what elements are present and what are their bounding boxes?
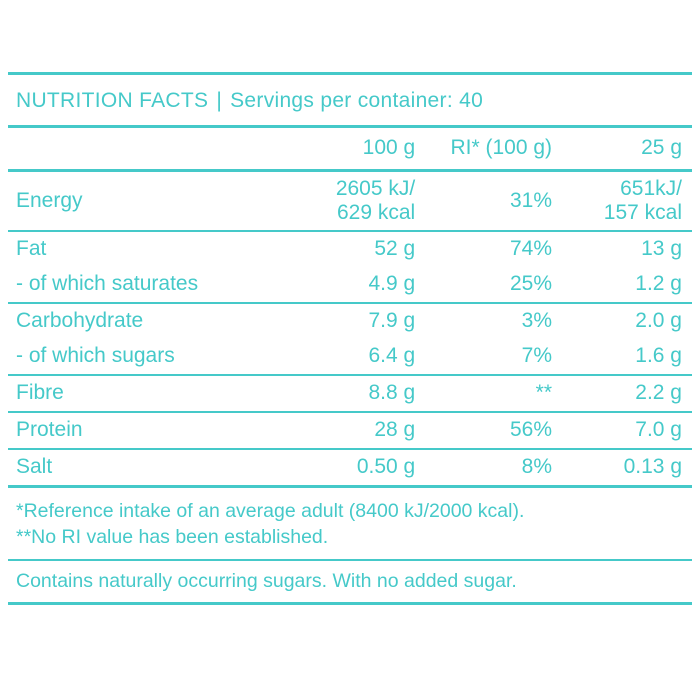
value-ri: 56% (425, 412, 562, 449)
table-row (8, 449, 692, 485)
value-100g: 0.50 g (282, 449, 426, 485)
value-ri: 25% (509, 272, 553, 296)
value-25g: 13 g (562, 231, 692, 267)
value-100g: 7.9 g (282, 303, 426, 339)
value-25g: 1.2 g (635, 272, 682, 296)
footnote-no-ri-value: **No RI value has been established. (16, 526, 329, 549)
value-ri: 8% (425, 449, 562, 485)
value-25g-line2: 157 kcal (603, 200, 682, 224)
value-ri: 74% (425, 231, 562, 267)
panel-bottom-rule (8, 602, 692, 605)
panel-header (8, 75, 692, 125)
value-ri: 31% (425, 171, 562, 232)
value-100g (282, 171, 426, 232)
value-25g: 7.0 g (562, 412, 692, 449)
table-row (8, 339, 692, 375)
sugar-claim: Contains naturally occurring sugars. With no added sugar. (16, 569, 517, 592)
nutrient-name: Energy (8, 171, 282, 232)
value-100g: 28 g (282, 412, 426, 449)
value-ri: 3% (425, 303, 562, 339)
value-25g (562, 171, 692, 232)
value-ri: ** (425, 375, 562, 412)
nutrient-name: Fibre (8, 375, 282, 412)
nutrient-name: - of which saturates (16, 272, 199, 296)
value-100g-line2: 629 kcal (337, 200, 416, 224)
value-100g: 52 g (282, 231, 426, 267)
table-row (8, 375, 692, 412)
column-header-nutrient (8, 128, 282, 171)
value-100g: 6.4 g (368, 344, 416, 368)
value-25g-line1: 651kJ/ (620, 177, 682, 200)
servings-per-container: Servings per container: 40 (230, 89, 484, 112)
nutrient-name: Salt (8, 449, 282, 485)
value-100g-line1: 2605 kJ/ (335, 177, 416, 200)
footnote-reference-intake: *Reference intake of an average adult (8400 kJ/2000 kcal). (16, 500, 525, 523)
value-25g: 1.6 g (635, 344, 682, 368)
value-100g: 8.8 g (282, 375, 426, 412)
table-row (8, 303, 692, 339)
footnotes (8, 488, 692, 559)
nutrient-name: Fat (8, 231, 282, 267)
column-header-25g: 25 g (641, 136, 682, 159)
table-row (8, 171, 692, 232)
nutrition-facts-panel (0, 72, 700, 605)
nutrient-name: - of which sugars (16, 344, 175, 368)
column-header-100g: 100 g (362, 136, 416, 159)
nutrient-name: Carbohydrate (8, 303, 282, 339)
table-row (8, 412, 692, 449)
value-100g: 4.9 g (368, 272, 416, 296)
value-ri: 7% (521, 344, 553, 368)
value-25g: 2.0 g (562, 303, 692, 339)
table-header-row (8, 128, 692, 171)
table-row (8, 267, 692, 303)
nutrition-table (8, 128, 692, 485)
header-separator: | (216, 89, 223, 112)
value-25g: 2.2 g (562, 375, 692, 412)
column-header-ri-100g: RI* (100 g) (450, 136, 553, 159)
page-title: NUTRITION FACTS (16, 89, 209, 112)
table-row (8, 231, 692, 267)
value-25g: 0.13 g (562, 449, 692, 485)
nutrient-name: Protein (8, 412, 282, 449)
